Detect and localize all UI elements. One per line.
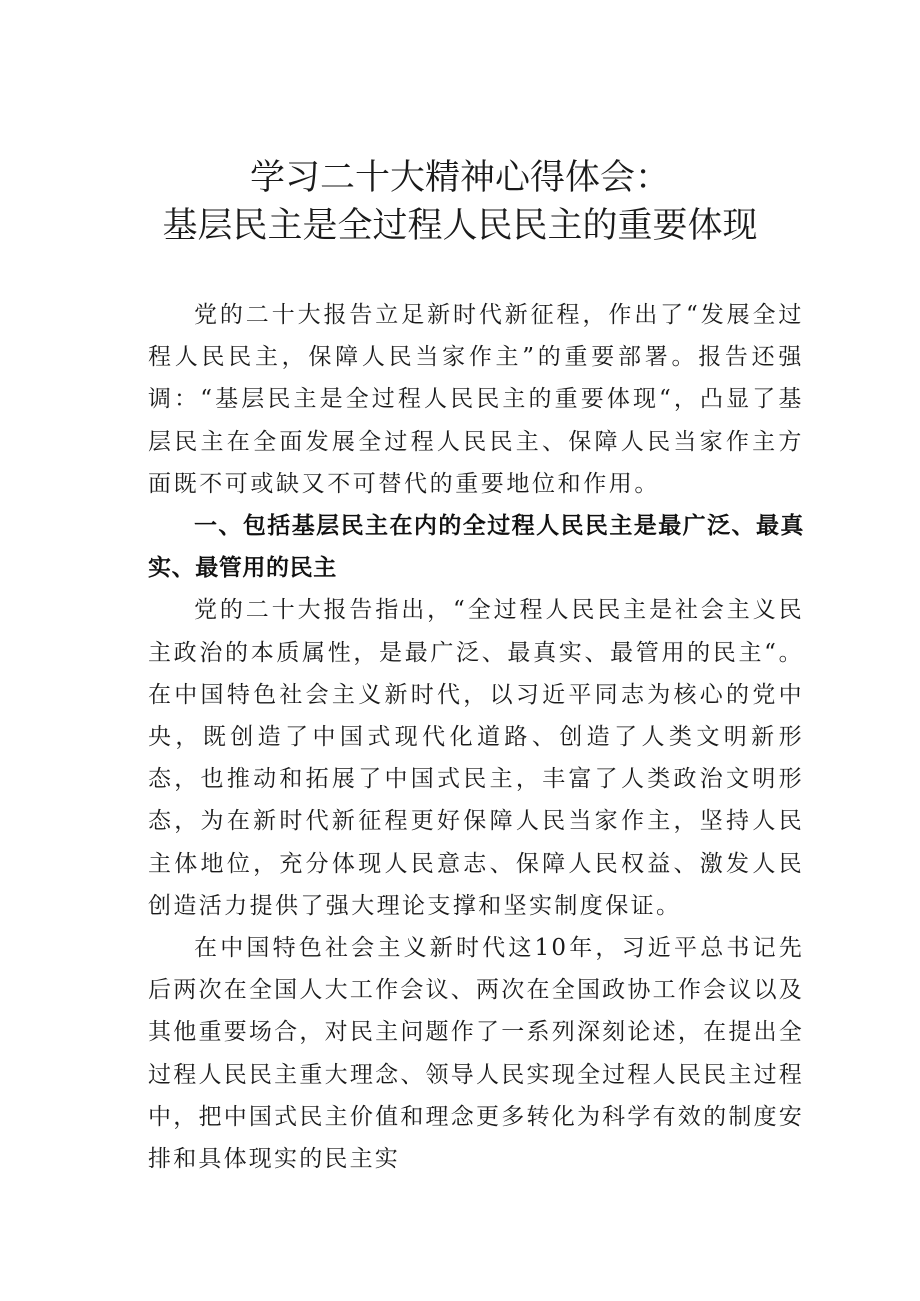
document-title-line-1: 学习二十大精神心得体会： bbox=[249, 158, 670, 198]
section-heading-1: 一、包括基层民主在内的全过程人民民主是最广泛、最真实、最管用的民主 bbox=[148, 513, 804, 582]
document-title-line-2: 基层民主是全过程人民民主的重要体现 bbox=[162, 206, 758, 246]
document-body bbox=[148, 294, 804, 1180]
body-paragraph-report: 党的二十大报告指出，“全过程人民民主是社会主义民主政治的本质属性，是最广泛、最真实、最管用的民主“。在中国特色社会主义新时代，以习近平同志为核心的党中央，既创造了中国式现代化道路、创造了人类文明新形态，也推动和拓展了中国式民主，丰富了人类政治文明形态，为在新时代新征程更好保障人民当家作主，坚持人民主体地位，充分体现人民意志、保障人民权益、激发人民创造活力提供了强大理论支撑和坚实制度保证。 bbox=[148, 597, 804, 919]
body-paragraph-decade: 在中国特色社会主义新时代这10年，习近平总书记先后两次在全国人大工作会议、两次在全国政协工作会议以及其他重要场合，对民主问题作了一系列深刻论述，在提出全过程人民民主重大理念、领导人民实现全过程人民民主过程中，把中国式民主价值和理念更多转化为科学有效的制度安排和具体现实的民主实 bbox=[148, 935, 804, 1173]
body-paragraph-intro: 党的二十大报告立足新时代新征程，作出了“发展全过程人民民主，保障人民当家作主”的重要部署。报告还强调：“基层民主是全过程人民民主的重要体现“，凸显了基层民主在全面发展全过程人民民主、保障人民当家作主方面既不可或缺又不可替代的重要地位和作用。 bbox=[148, 302, 804, 497]
